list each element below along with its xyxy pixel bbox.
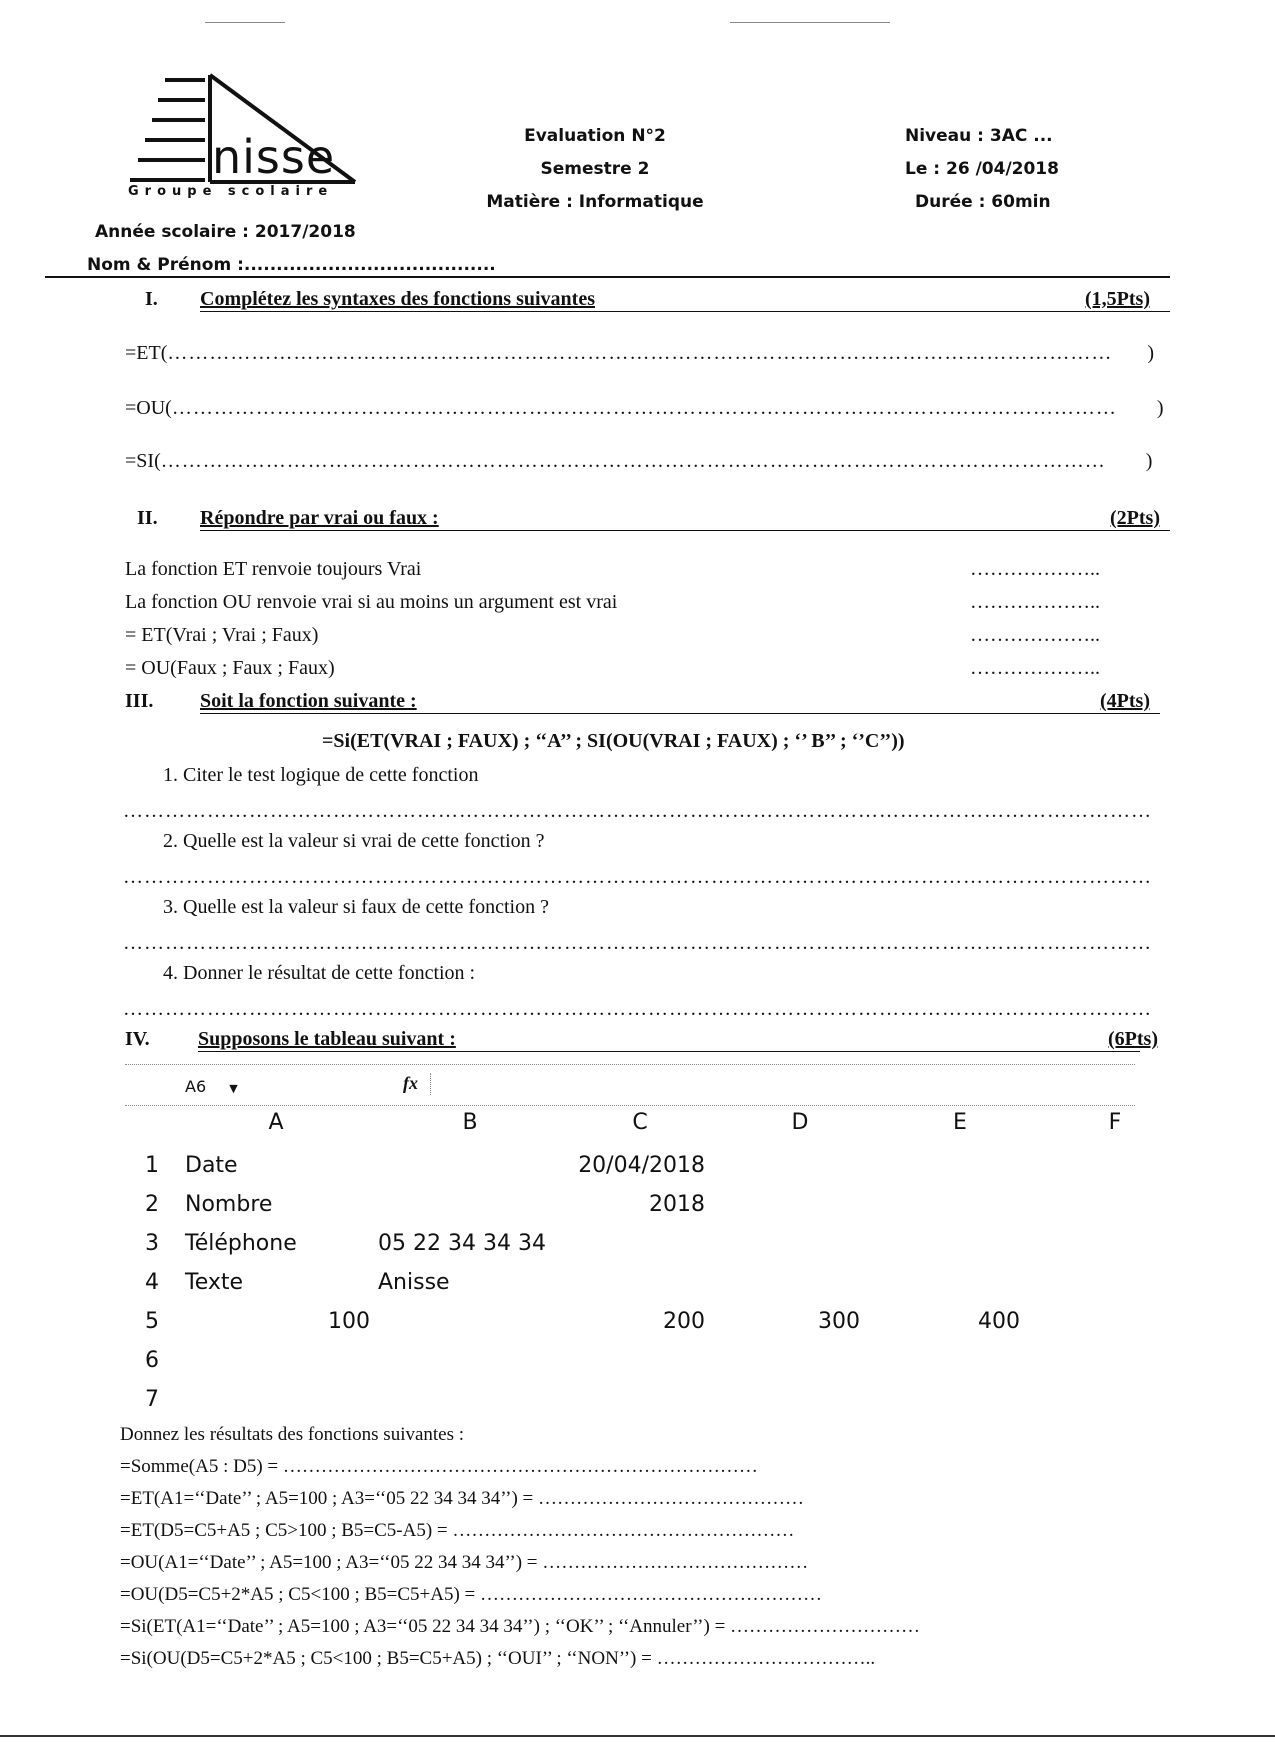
logo-brand: nisse xyxy=(212,130,336,184)
section1-line-ou: =OU(……………………………………………………………………………………………………………………… ) xyxy=(125,397,1164,419)
header-semestre: Semestre 2 xyxy=(540,159,650,179)
cell-c5[interactable]: 300 xyxy=(818,1309,860,1334)
cell-b1[interactable]: 20/04/2018 xyxy=(578,1153,705,1178)
column-header-b: B xyxy=(462,1110,478,1135)
section3-answer-line-1: ………………………………………………………………………………………………………………………………… xyxy=(123,800,1152,822)
table-row xyxy=(145,1192,1145,1222)
section4-formula-1: =Somme(A5 : D5) = ………………………………………………………………… xyxy=(120,1456,758,1477)
chevron-down-icon[interactable]: ▼ xyxy=(229,1082,238,1095)
header-date: Le : 26 /04/2018 xyxy=(905,159,1059,179)
section1-rule xyxy=(200,311,1170,312)
section2-answer-1: ……………….. xyxy=(970,558,1100,580)
section4-formula-5: =OU(D5=C5+2*A5 ; C5<100 ; B5=C5+A5) = ……………………………………………… xyxy=(120,1584,823,1605)
section2-answer-3: ……………….. xyxy=(970,624,1100,646)
section2-points: (2Pts) xyxy=(1110,507,1160,529)
bottom-border xyxy=(0,1735,1275,1737)
school-logo xyxy=(130,70,400,210)
section2-item-1: La fonction ET renvoie toujours Vrai xyxy=(125,558,422,580)
cell-a4[interactable]: Texte xyxy=(185,1270,244,1295)
section3-formula: =Si(ET(VRAI ; FAUX) ; ‘‘A’’ ; SI(OU(VRAI ; FAUX) ; ‘’ B’’ ; ‘’C’’)) xyxy=(322,730,905,752)
section4-formula-2: =ET(A1=‘‘Date’’ ; A5=100 ; A3=‘‘05 22 34 34 34’’) = …………………………………… xyxy=(120,1488,804,1509)
header-duree: Durée : 60min xyxy=(915,192,1051,212)
section3-answer-line-2: ………………………………………………………………………………………………………………………………… xyxy=(123,866,1152,888)
cell-a2[interactable]: Nombre xyxy=(185,1192,273,1217)
header-matiere: Matière : Informatique xyxy=(486,192,704,212)
section1-line-et: =ET(……………………………………………………………………………………………………………………… ) xyxy=(125,342,1155,364)
section3-question-2: 2. Quelle est la valeur si vrai de cette fonction ? xyxy=(163,830,545,852)
header-nom: Nom & Prénom :....................................... xyxy=(87,255,496,275)
section4-formula-3: =ET(D5=C5+A5 ; C5>100 ; B5=C5-A5) = ……………………………………………… xyxy=(120,1520,795,1541)
section3-answer-line-3: ………………………………………………………………………………………………………………………………… xyxy=(123,932,1152,954)
section3-points: (4Pts) xyxy=(1100,690,1150,712)
table-row xyxy=(145,1153,1145,1183)
column-header-a: A xyxy=(268,1110,284,1135)
section3-answer-line-4: ………………………………………………………………………………………………………………………………… xyxy=(123,998,1152,1020)
header-evaluation: Evaluation N°2 xyxy=(524,126,666,146)
section3-question-3: 3. Quelle est la valeur si faux de cette fonction ? xyxy=(163,896,549,918)
section3-num: III. xyxy=(125,690,154,712)
section1-num: I. xyxy=(145,288,158,310)
section1-points: (1,5Pts) xyxy=(1085,288,1150,310)
formula-bar-divider xyxy=(430,1073,432,1095)
cell-b5[interactable]: 200 xyxy=(663,1309,705,1334)
name-box[interactable]: A6 ▼ xyxy=(185,1077,238,1096)
section4-rule xyxy=(198,1051,1140,1052)
section2-answer-2: ……………….. xyxy=(970,591,1100,613)
section4-num: IV. xyxy=(125,1028,150,1050)
row-number: 6 xyxy=(145,1348,159,1373)
cell-b2[interactable]: 2018 xyxy=(649,1192,705,1217)
section4-title: Supposons le tableau suivant : xyxy=(198,1028,456,1050)
cell-a5[interactable]: 100 xyxy=(328,1309,370,1334)
section2-item-2: La fonction OU renvoie vrai si au moins un argument est vrai xyxy=(125,591,618,613)
section3-rule xyxy=(200,713,1160,714)
logo-subtitle: Groupe scolaire xyxy=(128,184,334,199)
table-row xyxy=(145,1231,1145,1261)
row-number: 1 xyxy=(145,1153,159,1178)
top-scan-line-2 xyxy=(730,22,890,23)
column-header-c: C xyxy=(632,1110,648,1135)
section2-num: II. xyxy=(137,507,158,529)
cell-d5[interactable]: 400 xyxy=(978,1309,1020,1334)
header-divider xyxy=(45,276,1170,278)
column-header-f: F xyxy=(1108,1110,1122,1135)
section4-prompt: Donnez les résultats des fonctions suivantes : xyxy=(120,1424,465,1445)
section2-answer-4: ……………….. xyxy=(970,657,1100,679)
top-scan-line-1 xyxy=(205,22,285,23)
section3-question-1: 1. Citer le test logique de cette fonction xyxy=(163,764,479,786)
cell-b4[interactable]: Anisse xyxy=(378,1270,450,1295)
cell-a1[interactable]: Date xyxy=(185,1153,238,1178)
section4-formula-4: =OU(A1=‘‘Date’’ ; A5=100 ; A3=‘‘05 22 34 34 34’’) = …………………………………… xyxy=(120,1552,809,1573)
section2-item-4: = OU(Faux ; Faux ; Faux) xyxy=(125,657,335,679)
section1-line-si: =SI(……………………………………………………………………………………………………………………… ) xyxy=(125,450,1153,472)
section1-title: Complétez les syntaxes des fonctions suivantes xyxy=(200,288,595,310)
header-annee: Année scolaire : 2017/2018 xyxy=(95,222,356,242)
cell-b3[interactable]: 05 22 34 34 34 xyxy=(378,1231,546,1256)
section2-title: Répondre par vrai ou faux : xyxy=(200,507,439,529)
section2-item-3: = ET(Vrai ; Vrai ; Faux) xyxy=(125,624,319,646)
cell-a3[interactable]: Téléphone xyxy=(185,1231,297,1256)
header-niveau: Niveau : 3AC ... xyxy=(905,126,1053,146)
section2-rule xyxy=(200,530,1170,531)
row-number: 3 xyxy=(145,1231,159,1256)
column-header-d: D xyxy=(791,1110,809,1135)
column-header-e: E xyxy=(953,1110,967,1135)
section3-title: Soit la fonction suivante : xyxy=(200,690,417,712)
section4-formula-6: =Si(ET(A1=‘‘Date’’ ; A5=100 ; A3=‘‘05 22 34 34 34’’) ; ‘‘OK’’ ; ‘‘Annuler’’) = ………………………… xyxy=(120,1616,921,1637)
section4-points: (6Pts) xyxy=(1108,1028,1158,1050)
row-number: 2 xyxy=(145,1192,159,1217)
fx-icon[interactable]: fx xyxy=(403,1073,418,1093)
section3-question-4: 4. Donner le résultat de cette fonction : xyxy=(163,962,476,984)
row-number: 7 xyxy=(145,1387,159,1412)
table-row xyxy=(145,1387,1145,1417)
row-number: 5 xyxy=(145,1309,159,1334)
table-row xyxy=(145,1270,1145,1300)
table-row xyxy=(145,1348,1145,1378)
table-row xyxy=(145,1309,1145,1339)
formula-bar xyxy=(125,1064,1135,1106)
row-number: 4 xyxy=(145,1270,159,1295)
section4-formula-7: =Si(OU(D5=C5+2*A5 ; C5<100 ; B5=C5+A5) ; ‘‘OUI’’ ; ‘‘NON’’) = …………………………….. xyxy=(120,1648,876,1669)
